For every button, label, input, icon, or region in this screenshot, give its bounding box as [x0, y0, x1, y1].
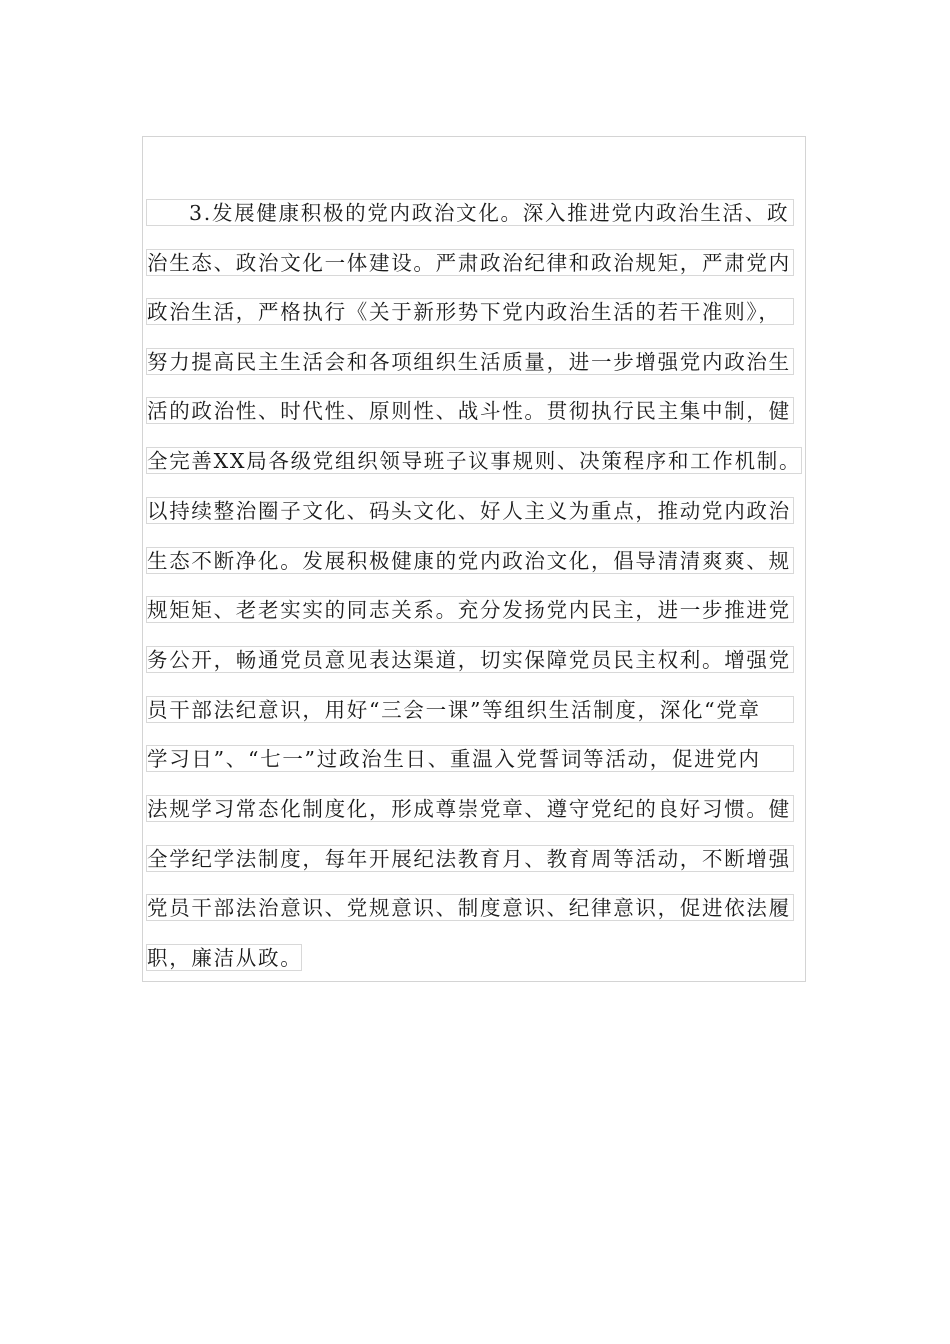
text-line-13: 法规学习常态化制度化，形成尊崇党章、遵守党纪的良好习惯。健 [146, 795, 794, 822]
text-line-3: 政治生活，严格执行《关于新形势下党内政治生活的若干准则》， [146, 298, 794, 325]
text-line-10: 务公开，畅通党员意见表达渠道，切实保障党员民主权利。增强党 [146, 646, 794, 673]
text-line-7: 以持续整治圈子文化、码头文化、好人主义为重点，推动党内政治 [146, 497, 794, 524]
text-line-1: 3.发展健康积极的党内政治文化。深入推进党内政治生活、政 [146, 199, 794, 226]
text-line-8: 生态不断净化。发展积极健康的党内政治文化，倡导清清爽爽、规 [146, 547, 794, 574]
text-line-6: 全完善XX局各级党组织领导班子议事规则、决策程序和工作机制。 [147, 449, 802, 473]
text-line-16: 职，廉洁从政。 [147, 946, 303, 970]
text-line-11: 员干部法纪意识，用好“三会一课”等组织生活制度，深化“党章 [146, 696, 794, 723]
text-line-5: 活的政治性、时代性、原则性、战斗性。贯彻执行民主集中制，健 [146, 397, 794, 424]
text-line-15: 党员干部法治意识、党规意识、制度意识、纪律意识，促进依法履 [146, 894, 794, 921]
text-line-9: 规矩矩、老老实实的同志关系。充分发扬党内民主，进一步推进党 [146, 596, 794, 623]
text-line-2: 治生态、政治文化一体建设。严肃政治纪律和政治规矩，严肃党内 [146, 249, 794, 276]
text-line-4: 努力提高民主生活会和各项组织生活质量，进一步增强党内政治生 [146, 348, 794, 375]
text-line-14: 全学纪学法制度，每年开展纪法教育月、教育周等活动，不断增强 [146, 845, 794, 872]
text-line-12: 学习日”、“七一”过政治生日、重温入党誓词等活动，促进党内 [146, 745, 794, 772]
